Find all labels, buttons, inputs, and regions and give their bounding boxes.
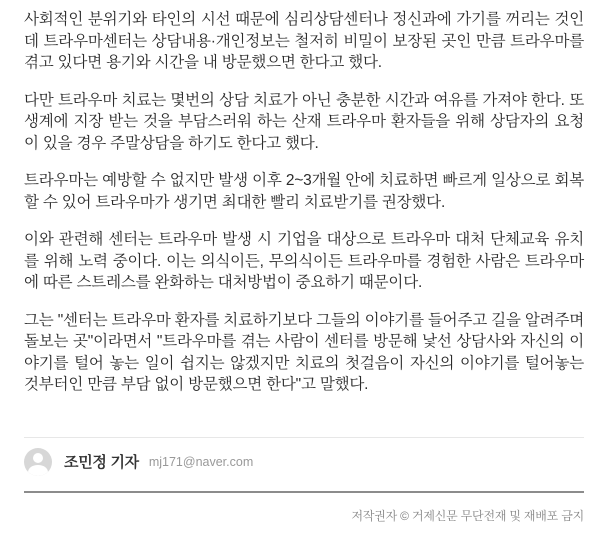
article-paragraph: 트라우마는 예방할 수 없지만 발생 이후 2~3개월 안에 치료하면 빠르게 일상으로 회복할 수 있어 트라우마가 생기면 최대한 빨리 치료받기를 권장했다. xyxy=(24,172,584,211)
person-silhouette-icon xyxy=(24,448,52,476)
article-paragraph: 이와 관련해 센터는 트라우마 발생 시 기업을 대상으로 트라우마 대처 단체교육 유치를 위해 노력 중이다. 이는 의식이든, 무의식이든 트라우마를 경험한 사람은 트라우마에 따른 스트레스를 완화하는 대처방법이 중요하기 때문이다. xyxy=(24,231,584,291)
reporter-byline xyxy=(24,448,584,476)
article-paragraph: 사회적인 분위기와 타인의 시선 때문에 심리상담센터나 정신과에 가기를 꺼리는 것인데 트라우마센터는 상담내용·개인정보는 철저히 비밀이 보장된 곳인 만큼 트라우마를 겪고 있다면 용기와 시간을 내 방문했으면 한다고 했다. xyxy=(24,11,584,71)
article-paragraph: 그는 "센터는 트라우마 환자를 치료하기보다 그들의 이야기를 들어주고 길을 알려주며 돌보는 곳"이라면서 "트라우마를 겪는 사람이 센터를 방문해 낯선 상담사와 자신의 이야기를 털어 놓는 일이 쉽지는 않겠지만 치료의 첫걸음이 자신의 이야기를 털어놓는 것부터인 만큼 부담 없이 방문했으면 한다"고 말했다. xyxy=(24,311,584,393)
footer-divider xyxy=(24,491,584,493)
copyright-notice: 저작권자 © 거제신문 무단전재 및 재배포 금지 xyxy=(351,508,584,523)
article-body xyxy=(24,9,584,396)
avatar-shoulders-shape xyxy=(28,465,48,476)
article-paragraph: 다만 트라우마 치료는 몇번의 상담 치료가 아닌 충분한 시간과 여유를 가져야 한다. 또 생계에 지장 받는 것을 부담스러워 하는 산재 트라우마 환자들을 위해 상담자의 요청이 있을 경우 주말상담을 하기도 한다고 했다. xyxy=(24,91,584,152)
byline-top-divider xyxy=(24,437,584,438)
reporter-email-link[interactable]: mj171@naver.com xyxy=(148,454,254,469)
reporter-name-link[interactable]: 조민정 기자 xyxy=(64,454,139,471)
avatar-head-shape xyxy=(33,453,43,463)
